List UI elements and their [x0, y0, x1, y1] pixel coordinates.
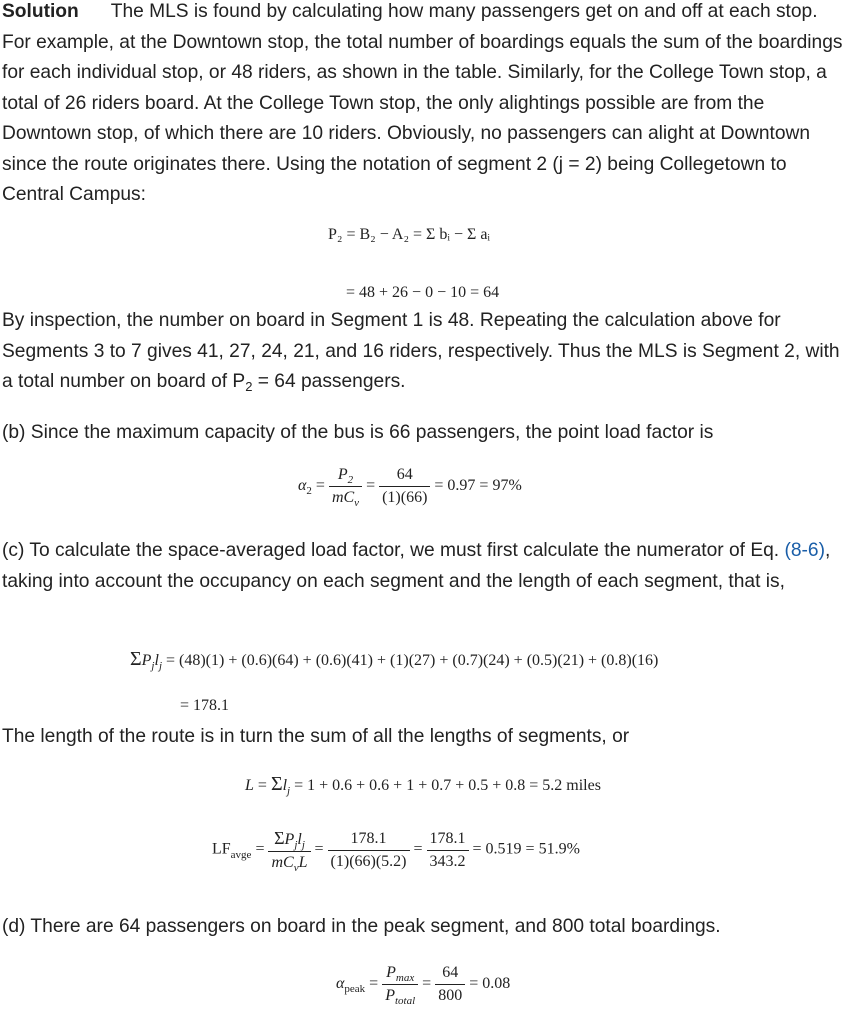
part-c-text-end: , taking into account the occupancy on each segment and the length of each segment, that is, — [2, 540, 831, 592]
pmax-sub: max — [395, 972, 415, 984]
lf-label: LF — [212, 840, 231, 858]
equation-p2-line2: = 48 + 26 − 0 − 10 = 64 — [346, 284, 500, 301]
peak-num: 64 — [435, 964, 465, 985]
ptotal-sub: total — [394, 995, 416, 1007]
sum-pl-expression: = (48)(1) + (0.6)(64) + (0.6)(41) + (1)(27) + (0.7)(24) + (0.5)(21) + (0.8)(16) — [166, 652, 659, 669]
point-load-den: (1)(66) — [382, 489, 428, 506]
part-c-paragraph — [2, 536, 848, 597]
part-c-text: (c) To calculate the space-averaged load factor, we must first calculate the numerator of Eq. — [2, 540, 785, 561]
equation-peak-factor: $\alpha_{peak}$ = $\frac{P_{max}}{P_{total}}$ = $\frac{64}{800}$ = 0.08 — [336, 964, 511, 1007]
equation-space-averaged-lf: $LF_{avge}$ = $\frac{\Sigma P_jl_j}{mC_vL}$ = $\frac{178.1}{(1)(66)(5.2)}$ = $\frac{178.1}{343.2}$ = 0.519 = 51.9% — [212, 828, 580, 874]
inspection-subscript: 2 — [245, 379, 253, 394]
peak-result: = 0.08 — [469, 975, 511, 993]
point-load-num: 64 — [379, 466, 430, 487]
route-length-expression: = 1 + 0.6 + 0.6 + 1 + 0.7 + 0.5 + 0.8 = 5.2 miles — [294, 777, 601, 794]
inspection-text-end: = 64 passengers. — [252, 371, 406, 392]
equation-p2 — [328, 226, 490, 244]
sum-pl-result: = 178.1 — [180, 697, 230, 714]
equation-sum-pl: $\Sigma P_jl_j = (48)(1) + (0.6)(64) + (0.6)(41) + (1)(27) + (0.7)(24) + (0.5)(21) + (0.8)(16)$ — [130, 648, 659, 672]
equation-reference-link[interactable]: (8-6) — [784, 540, 825, 561]
equation-p2-line1: P₂ = B₂ − A₂ = Σ bᵢ − Σ aᵢ — [328, 226, 491, 243]
equation-point-load-factor: $\alpha_2$ = $\frac{P_2}{mC_v}$ = $\frac{64}{(1)(66)}$ = 0.97 = 97% — [298, 466, 522, 509]
lf-den-2: 343.2 — [429, 852, 466, 870]
point-load-result: = 0.97 = 97% — [434, 477, 522, 495]
lf-den-1: (1)(66)(5.2) — [330, 852, 407, 870]
solution-intro-text: The MLS is found by calculating how many passengers get on and off at each stop. For example, at the Downtown stop, the total number of boardings equals the sum of the boardings for each individual stop, or 48 riders, as shown in the table. Similarly, for the College Town stop, a total of 26 riders board. At the College Town stop, the only alightings possible are from the Downtown stop, of which there are 10 riders. Obviously, no passengers can alight at Downtown since the route originates there. Using the notation of segment 2 (j = 2) being Collegetown to Central Campus: — [2, 1, 843, 205]
lf-result: = 0.519 = 51.9% — [472, 840, 580, 858]
length-text: The length of the route is in turn the sum of all the lengths of segments, or — [2, 726, 630, 747]
lf-num-1: 178.1 — [328, 830, 410, 851]
equation-route-length: $L = \Sigma l_j = 1 + 0.6 + 0.6 + 1 + 0.7 + 0.5 + 0.8 = 5.2$ miles — [245, 773, 601, 797]
solution-paragraph — [2, 0, 848, 211]
peak-den: 800 — [438, 987, 463, 1004]
inspection-paragraph — [2, 306, 848, 399]
lf-subscript: avge — [230, 848, 252, 861]
lf-num-2: 178.1 — [427, 830, 469, 851]
solution-label: Solution — [2, 1, 79, 22]
inspection-text: By inspection, the number on board in Segment 1 is 48. Repeating the calculation above for Segments 3 to 7 gives 41, 27, 24, 21, and 16 riders, respectively. Thus the MLS is Segment 2, with a total number on board of P — [2, 310, 840, 392]
part-b-text: (b) Since the maximum capacity of the bus is 66 passengers, the point load factor is — [2, 422, 714, 443]
part-d-text: (d) There are 64 passengers on board in the peak segment, and 800 total boardings. — [2, 916, 721, 937]
alpha-peak-sub: peak — [344, 983, 366, 996]
